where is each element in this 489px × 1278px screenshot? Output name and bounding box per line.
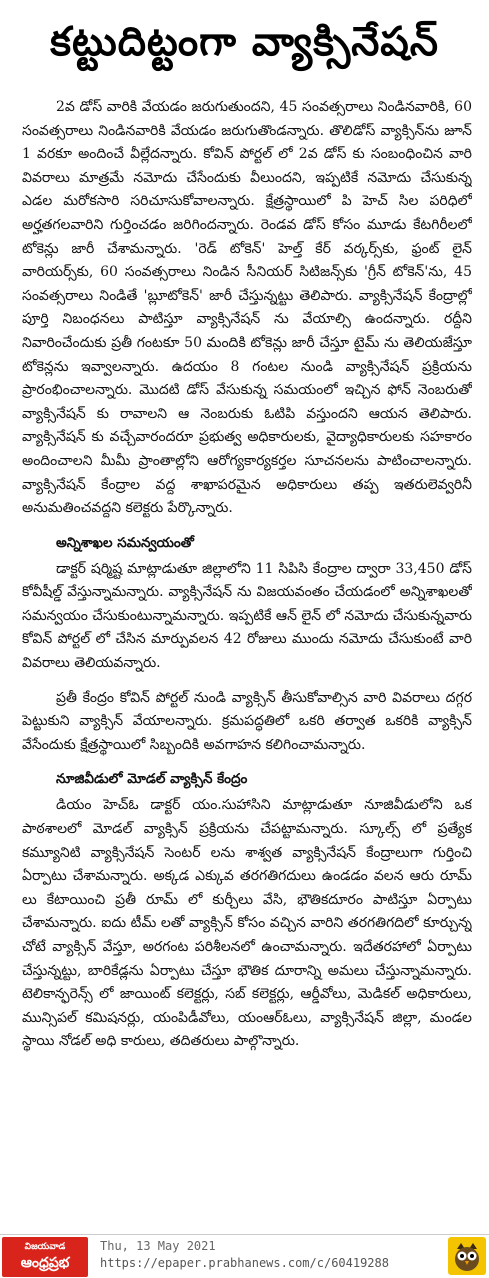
footer-bar bbox=[0, 1234, 489, 1278]
subheading: నూజివీడులో మోడల్ వ్యాక్సిన్ కేంద్రం bbox=[56, 771, 248, 788]
article-body bbox=[22, 96, 472, 1221]
newspaper-logo[interactable] bbox=[2, 1237, 88, 1277]
article-paragraph: ప్రతీ కేంద్రం కోవిన్ పోర్టల్ నుండి వ్యాక్సిన్ తీసుకోవాల్సిన వారి వివరాలు దగ్గర పెట్టుకుని వ్యాక్సిన్ వేయాలన్నారు. క్రమపద్ధతిలో ఒకరి తర్వాత ఒకరికి వ్యాక్సిన్ వేసేందుకు క్షేత్రస్థాయిలో సిబ్బందికి అవగాహన కలిగించామన్నారు. bbox=[22, 689, 472, 753]
subheading: అన్నిశాఖల సమన్వయంతో bbox=[56, 534, 194, 551]
headline: కట్టుదిట్టంగా వ్యాక్సినేషన్ bbox=[50, 19, 439, 65]
logo-title: ఆంధ్రప్రభ bbox=[20, 1255, 70, 1271]
article-paragraph: డియం హెచ్ఓ డాక్టర్ యం.సుహాసిని మాట్లాడుతూ నూజివీడులోని ఒక పాఠశాలలో మోడల్ వ్యాక్సిన్ ప్రక్రియను చేపట్టామన్నారు. స్కూల్స్ లో ప్రత్యేక కమ్యూనిటి వ్యాక్సినేషన్ సెంటర్ లను శాశ్వత వ్యాక్సినేషన్ కేంద్రాలుగా గుర్తించి ఏర్పాటు చేశామన్నారు. అక్కడ ఎక్కువ తరగతిగదులు ఉండడం వలన ఆరు రూమ్ లు కేటాయించి ప్రతీ రూమ్ లో కుర్చీలు వేసి, భౌతికదూరం పాటిస్తూ ఏర్పాటు చేశామన్నారు. ఐదు టీమ్ లతో వ్యాక్సిన్ కోసం వచ్చిన వారిని తరగతిగదిలో కూర్చున్న చోటే వ్యాక్సిన్ వేస్తూ, అరగంట పరిశీలనలో ఉంచామన్నారు. ఇదేతరహాలో ఏర్పాటు చేస్తున్నట్టు, బారికేడ్లను ఏర్పాటు చేస్తూ భౌతిక దూరాన్ని అమలు చేస్తున్నామన్నారు. టెలికాన్ఫరెన్స్ లో జాయింట్ కలెక్టర్లు, సబ్ కలెక్టర్లు, ఆర్డీవోలు, మెడికల్ అధికారులు, మున్సిపల్ కమిషనర్లు, యంపిడీవోలు, యంఆర్ఓలు, వ్యాక్సినేషన్ జిల్లా, మండల స్థాయి నోడల్ అధి కారులు, తదితరులు పాల్గొన్నారు. bbox=[22, 797, 472, 1050]
article-paragraph: 2వ డోస్ వారికి వేయడం జరుగుతుందని, 45 సంవత్సరాలు నిండినవారికి, 60 సంవత్సరాలు నిండినవారికి వేయడం జరుగుతొండన్నారు. తొలిడోస్ వ్యాక్సిన్‌ను జూన్ 1 వరకూ అందించే వీల్లేదన్నారు. కోవిన్ పోర్టల్ లో 2వ డోస్ కు సంబంధించిన వారి వివరాలు మాత్రమే నమోదు చేసేందుకు వీలుందని, ఇప్పటికే నమోదు చేసుకున్న ఎడల మరోకసారి సరిచూసుకోవాలన్నారు. క్షేత్రస్థాయిలో పి హెచ్ సిల పరిధిలో అర్హతగలవారిని గుర్తించడం జరిగిందన్నారు. రెండవ డోస్ కోసం మూడు కేటగిరీలలో టోకెన్లు జారీ చేశామన్నారు. 'రెడ్ టోకెన్' హెల్త్ కేర్ వర్కర్స్‌కు, ఫ్రంట్ లైన్ వారియర్స్‌కు, 60 సంవత్సరాలు నిండిన సీనియర్ సిటిజన్స్‌కు 'గ్రీన్ టోకెన్'ను, 45 సంవత్సరాలు నిండితే 'బ్లూటోకెన్' జారీ చేస్తున్నట్టు తెలిపారు. వ్యాక్సినేషన్ కేంద్రాల్లో పూర్తి నిబంధనలు పాటిస్తూ వ్యాక్సినేషన్ ను వేయాల్సి ఉందన్నారు. రద్దీని నివారించేందుకు ప్రతీ గంటకూ 50 మందికి టోకెన్లు జారీ చేస్తూ టైమ్ ను తెలియజేస్తూ టోకెన్లను ఇవ్వాలన్నారు. ఉదయం 8 గంటల నుండి వ్యాక్సినేషన్ ప్రక్రియను ప్రారంభించాలన్నారు. మొదటి డోస్ వేసుకున్న సమయంలో ఇచ్చిన ఫోన్ నెంబరుతో వ్యాక్సినేషన్ కు రావాలని ఆ నెంబరుకు ఓటిపి వస్తుందని ఆయన తెలిపారు. వ్యాక్సినేషన్ కు వచ్చేవారందరూ ప్రభుత్వ అధికారులకు, వైద్యాధికారులకు సహకారం అందించాలని మీమీ ప్రాంతాల్లోని ఆరోగ్యకార్యకర్తల సూచనలను పాటించాలన్నారు. వ్యాక్సినేషన్ కేంద్రాల వద్ద శాఖాపరమైన అధికారులు తప్ప ఇతరులెవ్వరినీ అనుమతించవద్దని కలెక్టరు పేర్కొన్నారు. bbox=[22, 99, 472, 517]
edition-date: Thu, 13 May 2021 bbox=[100, 1239, 216, 1253]
logo-edition: విజయవాడ bbox=[24, 1242, 66, 1252]
epaper-url[interactable]: https://epaper.prabhanews.com/c/60419288 bbox=[100, 1256, 389, 1270]
owl-logo-icon bbox=[448, 1237, 486, 1275]
article-paragraph: డాక్టర్ షర్మిష్ట మాట్లాడుతూ జిల్లాలోని 11 సిపిసి కేంద్రాల ద్వారా 33,450 డోస్ కోవీషీల్డ్ వేస్తున్నామన్నారు. వ్యాక్సినేషన్ ను విజయవంతం చేయడంలో అన్నిశాఖలతో సమన్వయం చేసుకుంటున్నామన్నారు. ఇప్పటికే ఆన్ లైన్ లో నమోదు చేసుకున్నవారు కోవిన్ పోర్టల్ లో చేసిన మార్పువలన 42 రోజులు ముందు నమోదు చేసుకుంటే వారి వివరాలు తెలియవన్నారు. bbox=[22, 560, 472, 672]
